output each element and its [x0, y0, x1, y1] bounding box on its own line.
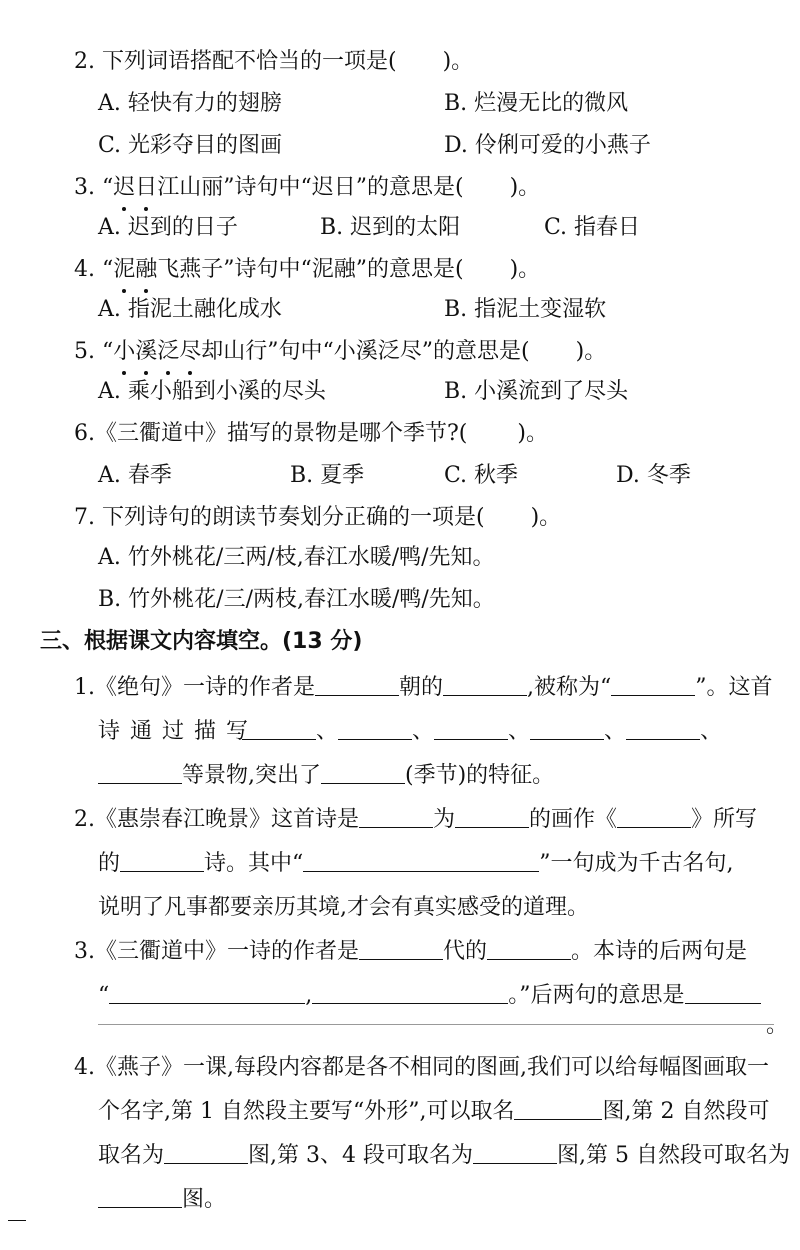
question-3-options — [0, 208, 800, 248]
page-corner-mark — [8, 1220, 26, 1221]
fill-blank[interactable] — [359, 803, 433, 828]
fill-1-line-1: 1.《绝句》一诗的作者是 朝的 ,被称为“ ”。这首 — [0, 668, 800, 708]
fill-3-line-2: “ , 。”后两句的意思是 — [0, 976, 800, 1016]
question-4-stem: 4. “泥融飞燕子”诗句中“泥融”的意思是( )。 — [0, 250, 800, 290]
option-b[interactable]: B. 小溪流到了尽头 — [444, 379, 629, 404]
question-6-stem: 6.《三衢道中》描写的景物是哪个季节?( )。 — [74, 421, 548, 446]
question-5-stem: 5. “小溪泛尽却山行”句中“小溪泛尽”的意思是( )。 — [0, 332, 800, 372]
fill-2-line-1: 2.《惠崇春江晚景》这首诗是 为 的画作《 》所写 — [0, 800, 800, 840]
emphasis-char: 尽 — [179, 332, 201, 372]
option-a[interactable]: A. 竹外桃花/三两/枝,春江水暖/鸭/先知。 — [98, 545, 495, 570]
fill-blank[interactable] — [109, 979, 305, 1004]
fill-2-line-2: 的 诗。其中“ ”一句成为千古名句, — [0, 844, 800, 884]
fill-3-line-1: 3.《三衢道中》一诗的作者是 代的 。本诗的后两句是 — [0, 932, 800, 972]
option-b[interactable]: B. 指泥土变湿软 — [444, 297, 607, 322]
fill-blank[interactable] — [321, 759, 405, 784]
question-7-option-b-row — [0, 580, 800, 620]
fill-3-line-3: 。 — [766, 1013, 789, 1038]
question-6-options — [0, 456, 800, 496]
fill-blank[interactable] — [443, 671, 527, 696]
question-7-stem: 7. 下列诗句的朗读节奏划分正确的一项是( )。 — [74, 505, 562, 530]
option-c[interactable]: C. 秋季 — [444, 463, 519, 488]
question-3-stem: 3. “迟日江山丽”诗句中“迟日”的意思是( )。 — [0, 168, 800, 208]
option-d[interactable]: D. 伶俐可爱的小燕子 — [444, 133, 651, 158]
fill-blank[interactable] — [98, 1183, 182, 1208]
emphasis-char: 泥 — [113, 250, 135, 290]
fill-blank[interactable] — [617, 803, 691, 828]
emphasis-char: 融 — [135, 250, 157, 290]
option-c[interactable]: C. 指春日 — [544, 215, 641, 240]
emphasis-char: 泛 — [157, 332, 179, 372]
question-4-options — [0, 290, 800, 330]
section-3-title: 三、根据课文内容填空。(13 分) — [40, 629, 363, 654]
question-5-options — [0, 372, 800, 412]
fill-blank[interactable] — [120, 847, 204, 872]
option-a[interactable]: A. 轻快有力的翅膀 — [98, 91, 282, 116]
fill-1-line-3: 等景物,突出了 (季节)的特征。 — [0, 756, 800, 796]
option-b[interactable]: B. 夏季 — [290, 463, 365, 488]
emphasis-char: 小 — [113, 332, 135, 372]
option-c[interactable]: C. 光彩夺目的图画 — [98, 133, 283, 158]
option-a[interactable]: A. 指泥土融化成水 — [98, 297, 282, 322]
option-a[interactable]: A. 迟到的日子 — [98, 215, 238, 240]
option-d[interactable]: D. 冬季 — [616, 463, 691, 488]
option-b[interactable]: B. 竹外桃花/三/两枝,春江水暖/鸭/先知。 — [98, 587, 495, 612]
emphasis-char: 溪 — [135, 332, 157, 372]
fill-blank[interactable] — [242, 715, 316, 740]
fill-blank[interactable] — [530, 715, 604, 740]
fill-blank[interactable] — [359, 935, 443, 960]
fill-blank[interactable] — [473, 1139, 557, 1164]
fill-blank[interactable] — [98, 759, 182, 784]
fill-blank[interactable] — [303, 847, 539, 872]
fill-blank[interactable] — [455, 803, 529, 828]
fill-blank[interactable] — [164, 1139, 248, 1164]
option-a[interactable]: A. 乘小船到小溪的尽头 — [98, 379, 326, 404]
fill-4-line-1: 4.《燕子》一课,每段内容都是各不相同的图画,我们可以给每幅图画取一 — [74, 1055, 769, 1080]
fill-blank[interactable] — [514, 1095, 602, 1120]
fill-4-line-3: 取名为 图,第 3、4 段可取名为 图,第 5 自然段可取名为 — [0, 1136, 800, 1176]
fill-blank[interactable] — [434, 715, 508, 740]
fill-1-line-2: 诗通过描写 、 、 、 、 、 — [0, 712, 800, 752]
fill-blank[interactable] — [611, 671, 695, 696]
fill-2-line-3: 说明了凡事都要亲历其境,才会有真实感受的道理。 — [98, 895, 589, 920]
option-b[interactable]: B. 迟到的太阳 — [320, 215, 461, 240]
emphasis-char: 迟 — [113, 168, 135, 208]
fill-blank[interactable] — [315, 671, 399, 696]
fill-blank[interactable] — [312, 979, 508, 1004]
fill-blank[interactable] — [685, 979, 761, 1004]
fill-blank[interactable] — [338, 715, 412, 740]
option-a[interactable]: A. 春季 — [98, 463, 172, 488]
question-2-options-row-1 — [0, 84, 800, 124]
option-b[interactable]: B. 烂漫无比的微风 — [444, 91, 629, 116]
question-7-option-a-row — [0, 538, 800, 578]
emphasis-char: 日 — [135, 168, 157, 208]
question-2-stem: 2. 下列词语搭配不恰当的一项是( )。 — [74, 49, 474, 74]
question-2-options-row-2 — [0, 126, 800, 166]
fill-4-line-4: 图。 — [0, 1180, 800, 1220]
fill-blank[interactable] — [626, 715, 700, 740]
fill-blank[interactable] — [487, 935, 571, 960]
fill-4-line-2: 个名字,第 1 自然段主要写“外形”,可以取名 图,第 2 自然段可 — [0, 1092, 800, 1132]
